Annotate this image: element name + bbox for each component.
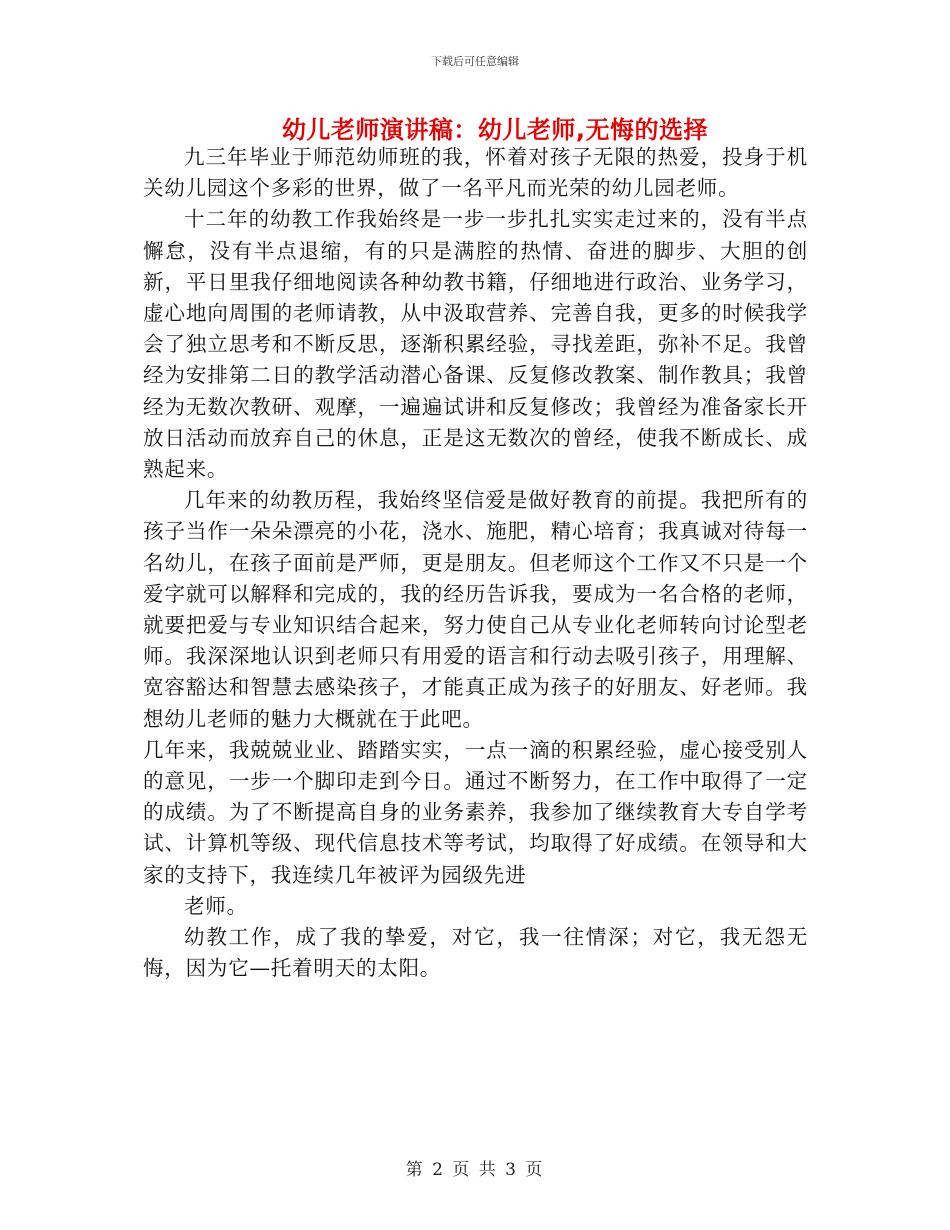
page-number: 第 2 页 共 3 页 [405, 1160, 545, 1180]
paragraph-6: 幼教工作，成了我的挚爱，对它，我一往情深；对它，我无怨无悔，因为它—托着明天的太阳。 [143, 925, 808, 981]
paragraph-1: 九三年毕业于师范幼师班的我，怀着对孩子无限的热爱，投身于机关幼儿园这个多彩的世界，做了一名平凡而光荣的幼儿园老师。 [143, 145, 808, 201]
paragraph-5: 老师。 [184, 893, 248, 918]
paragraph-3: 几年来的幼教历程，我始终坚信爱是做好教育的前提。我把所有的孩子当作一朵朵漂亮的小花，浇水、施肥，精心培育；我真诚对待每一名幼儿，在孩子面前是严师，更是朋友。但老师这个工作又不只是一个爱字就可以解释和完成的，我的经历告诉我，要成为一名合格的老师，就要把爱与专业知识结合起来，努力使自己从专业化老师转向讨论型老师。我深深地认识到老师只有用爱的语言和行动去吸引孩子，用理解、宽容豁达和智慧去感染孩子，才能真正成为孩子的好朋友、好老师。我想幼儿老师的魅力大概就在于此吧。 [143, 488, 808, 731]
document-body [143, 142, 808, 984]
paragraph-2: 十二年的幼教工作我始终是一步一步扎扎实实走过来的，没有半点懈怠，没有半点退缩，有的只是满腔的热情、奋进的脚步、大胆的创新，平日里我仔细地阅读各种幼教书籍，仔细地进行政治、业务学习，虚心地向周围的老师请教，从中汲取营养、完善自我，更多的时候我学会了独立思考和不断反思，逐渐积累经验，寻找差距，弥补不足。我曾经为安排第二日的教学活动潜心备课、反复修改教案、制作教具；我曾经为无数次教研、观摩，一遍遍试讲和反复修改；我曾经为准备家长开放日活动而放弃自己的休息，正是这无数次的曾经，使我不断成长、成熟起来。 [143, 207, 808, 482]
paragraph-4: 几年来，我兢兢业业、踏踏实实，一点一滴的积累经验，虚心接受别人的意见，一步一个脚印走到今日。通过不断努力，在工作中取得了一定的成绩。为了不断提高自身的业务素养，我参加了继续教育大专自学考试、计算机等级、现代信息技术等考试，均取得了好成绩。在领导和大家的支持下，我连续几年被评为园级先进 [143, 737, 808, 887]
page-header-note: 下载后可任意编辑 [431, 55, 519, 68]
document-title: 幼儿老师演讲稿：幼儿老师,无悔的选择 [281, 116, 709, 144]
